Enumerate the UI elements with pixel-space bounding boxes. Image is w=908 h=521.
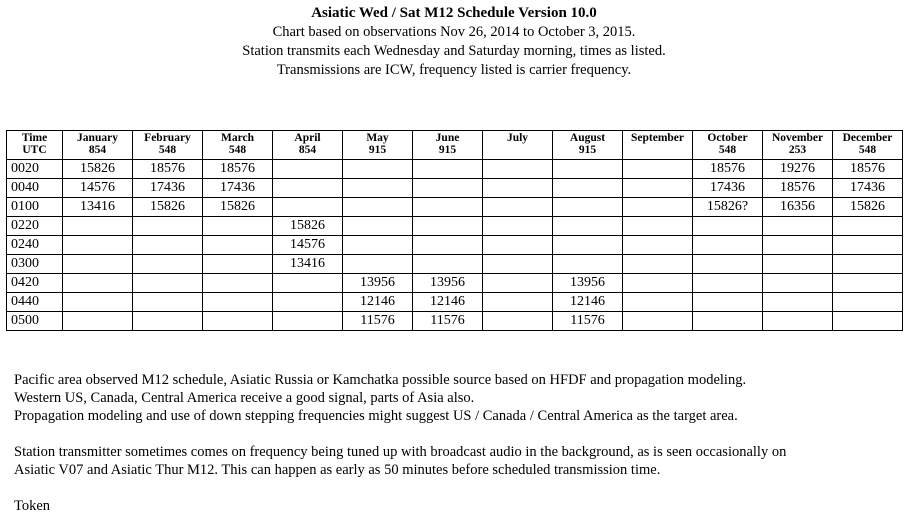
frequency-cell xyxy=(693,312,763,331)
frequency-cell: 17436 xyxy=(693,179,763,198)
frequency-cell xyxy=(693,217,763,236)
frequency-cell: 13416 xyxy=(273,255,343,274)
note-line: Station transmitter sometimes comes on frequency being tuned up with broadcast audio in the background, as is seen occasionally on xyxy=(14,444,787,460)
signature: Token xyxy=(14,498,51,514)
frequency-cell xyxy=(483,236,553,255)
header-line-1: Chart based on observations Nov 26, 2014 to October 3, 2015. xyxy=(272,24,636,40)
frequency-cell xyxy=(133,293,203,312)
time-cell: 0500 xyxy=(7,312,63,331)
time-cell: 0100 xyxy=(7,198,63,217)
frequency-cell xyxy=(763,217,833,236)
frequency-cell xyxy=(203,312,273,331)
frequency-cell xyxy=(413,198,483,217)
frequency-cell xyxy=(413,160,483,179)
frequency-cell xyxy=(203,236,273,255)
header-month: March 548 xyxy=(203,131,273,160)
header-time: Time UTC xyxy=(7,131,63,160)
header-line-2: Station transmits each Wednesday and Saturday morning, times as listed. xyxy=(242,43,666,59)
time-cell: 0040 xyxy=(7,179,63,198)
frequency-cell: 14576 xyxy=(273,236,343,255)
frequency-cell xyxy=(623,198,693,217)
frequency-cell xyxy=(623,274,693,293)
frequency-cell xyxy=(693,274,763,293)
frequency-cell xyxy=(203,255,273,274)
frequency-cell xyxy=(553,160,623,179)
table-row xyxy=(7,274,903,293)
frequency-cell xyxy=(763,312,833,331)
frequency-cell: 13956 xyxy=(553,274,623,293)
time-cell: 0300 xyxy=(7,255,63,274)
frequency-cell: 16356 xyxy=(763,198,833,217)
frequency-cell: 17436 xyxy=(833,179,903,198)
frequency-cell xyxy=(833,217,903,236)
table-row xyxy=(7,255,903,274)
frequency-cell xyxy=(273,160,343,179)
frequency-cell xyxy=(273,179,343,198)
frequency-cell: 17436 xyxy=(203,179,273,198)
frequency-cell xyxy=(133,312,203,331)
frequency-cell: 18576 xyxy=(133,160,203,179)
time-cell: 0220 xyxy=(7,217,63,236)
table-row xyxy=(7,179,903,198)
frequency-cell xyxy=(273,312,343,331)
frequency-cell xyxy=(483,274,553,293)
frequency-cell: 18576 xyxy=(203,160,273,179)
frequency-cell xyxy=(63,236,133,255)
frequency-cell xyxy=(623,312,693,331)
frequency-cell xyxy=(693,236,763,255)
frequency-cell xyxy=(833,255,903,274)
table-row xyxy=(7,312,903,331)
header-month: January 854 xyxy=(63,131,133,160)
frequency-cell xyxy=(623,255,693,274)
frequency-cell: 18576 xyxy=(833,160,903,179)
frequency-cell xyxy=(273,198,343,217)
frequency-cell: 18576 xyxy=(693,160,763,179)
header-month: July xyxy=(483,131,553,160)
frequency-cell xyxy=(763,255,833,274)
frequency-cell xyxy=(553,255,623,274)
frequency-cell xyxy=(833,293,903,312)
header-month: September xyxy=(623,131,693,160)
frequency-cell xyxy=(63,312,133,331)
frequency-cell xyxy=(483,255,553,274)
frequency-cell: 19276 xyxy=(763,160,833,179)
frequency-cell: 12146 xyxy=(553,293,623,312)
frequency-cell: 11576 xyxy=(553,312,623,331)
frequency-cell: 15826 xyxy=(833,198,903,217)
schedule-table xyxy=(6,130,903,331)
frequency-cell xyxy=(763,293,833,312)
table-header-row xyxy=(7,131,903,160)
frequency-cell: 12146 xyxy=(413,293,483,312)
frequency-cell xyxy=(203,217,273,236)
table-row xyxy=(7,160,903,179)
document-title: Asiatic Wed / Sat M12 Schedule Version 10.0 xyxy=(311,5,597,21)
header-month: August 915 xyxy=(553,131,623,160)
frequency-cell xyxy=(483,198,553,217)
header-month: May 915 xyxy=(343,131,413,160)
frequency-cell xyxy=(553,198,623,217)
frequency-cell xyxy=(343,198,413,217)
time-cell: 0240 xyxy=(7,236,63,255)
frequency-cell: 15826 xyxy=(203,198,273,217)
frequency-cell xyxy=(63,274,133,293)
header-month: April 854 xyxy=(273,131,343,160)
note-line: Pacific area observed M12 schedule, Asiatic Russia or Kamchatka possible source based on HFDF and propagation modeling. xyxy=(14,372,747,388)
frequency-cell xyxy=(693,255,763,274)
frequency-cell xyxy=(343,217,413,236)
frequency-cell xyxy=(483,160,553,179)
frequency-cell: 11576 xyxy=(343,312,413,331)
frequency-cell: 18576 xyxy=(763,179,833,198)
frequency-cell xyxy=(483,179,553,198)
frequency-cell xyxy=(623,179,693,198)
table-body xyxy=(7,160,903,331)
frequency-cell xyxy=(553,236,623,255)
frequency-cell xyxy=(763,274,833,293)
frequency-cell xyxy=(623,236,693,255)
frequency-cell: 15826? xyxy=(693,198,763,217)
frequency-cell xyxy=(833,236,903,255)
frequency-cell: 13956 xyxy=(343,274,413,293)
note-line: Western US, Canada, Central America receive a good signal, parts of Asia also. xyxy=(14,390,475,406)
frequency-cell xyxy=(203,293,273,312)
header-month: October 548 xyxy=(693,131,763,160)
frequency-cell xyxy=(413,236,483,255)
frequency-cell: 15826 xyxy=(63,160,133,179)
frequency-cell xyxy=(273,274,343,293)
frequency-cell: 13956 xyxy=(413,274,483,293)
header-month: November 253 xyxy=(763,131,833,160)
frequency-cell xyxy=(133,274,203,293)
frequency-cell: 15826 xyxy=(133,198,203,217)
frequency-cell xyxy=(273,293,343,312)
table-row xyxy=(7,236,903,255)
frequency-cell xyxy=(693,293,763,312)
note-line: Asiatic V07 and Asiatic Thur M12. This can happen as early as 50 minutes before scheduled transmission time. xyxy=(14,462,661,478)
header-month: December 548 xyxy=(833,131,903,160)
frequency-cell xyxy=(133,236,203,255)
frequency-cell xyxy=(63,217,133,236)
frequency-cell xyxy=(343,160,413,179)
frequency-cell xyxy=(63,293,133,312)
time-cell: 0020 xyxy=(7,160,63,179)
frequency-cell xyxy=(553,179,623,198)
frequency-cell: 13416 xyxy=(63,198,133,217)
table-row xyxy=(7,198,903,217)
frequency-cell xyxy=(133,217,203,236)
header-month: February 548 xyxy=(133,131,203,160)
frequency-cell xyxy=(343,179,413,198)
note-line: Propagation modeling and use of down stepping frequencies might suggest US / Canada / Central America as the target area. xyxy=(14,408,738,424)
frequency-cell xyxy=(483,217,553,236)
frequency-cell: 11576 xyxy=(413,312,483,331)
frequency-cell xyxy=(763,236,833,255)
document-header xyxy=(0,3,908,80)
frequency-cell xyxy=(413,255,483,274)
frequency-cell xyxy=(833,312,903,331)
frequency-cell: 17436 xyxy=(133,179,203,198)
frequency-cell xyxy=(343,236,413,255)
frequency-cell: 15826 xyxy=(273,217,343,236)
header-line-3: Transmissions are ICW, frequency listed is carrier frequency. xyxy=(276,62,632,78)
table-row xyxy=(7,293,903,312)
frequency-cell xyxy=(623,293,693,312)
time-cell: 0420 xyxy=(7,274,63,293)
frequency-cell xyxy=(413,179,483,198)
frequency-cell xyxy=(63,255,133,274)
header-month: June 915 xyxy=(413,131,483,160)
frequency-cell xyxy=(483,312,553,331)
frequency-cell xyxy=(343,255,413,274)
frequency-cell xyxy=(553,217,623,236)
frequency-cell xyxy=(133,255,203,274)
table-row xyxy=(7,217,903,236)
frequency-cell xyxy=(623,217,693,236)
frequency-cell xyxy=(623,160,693,179)
frequency-cell xyxy=(203,274,273,293)
notes-section xyxy=(14,371,894,515)
frequency-cell xyxy=(483,293,553,312)
frequency-cell xyxy=(413,217,483,236)
frequency-cell: 14576 xyxy=(63,179,133,198)
frequency-cell: 12146 xyxy=(343,293,413,312)
frequency-cell xyxy=(833,274,903,293)
time-cell: 0440 xyxy=(7,293,63,312)
